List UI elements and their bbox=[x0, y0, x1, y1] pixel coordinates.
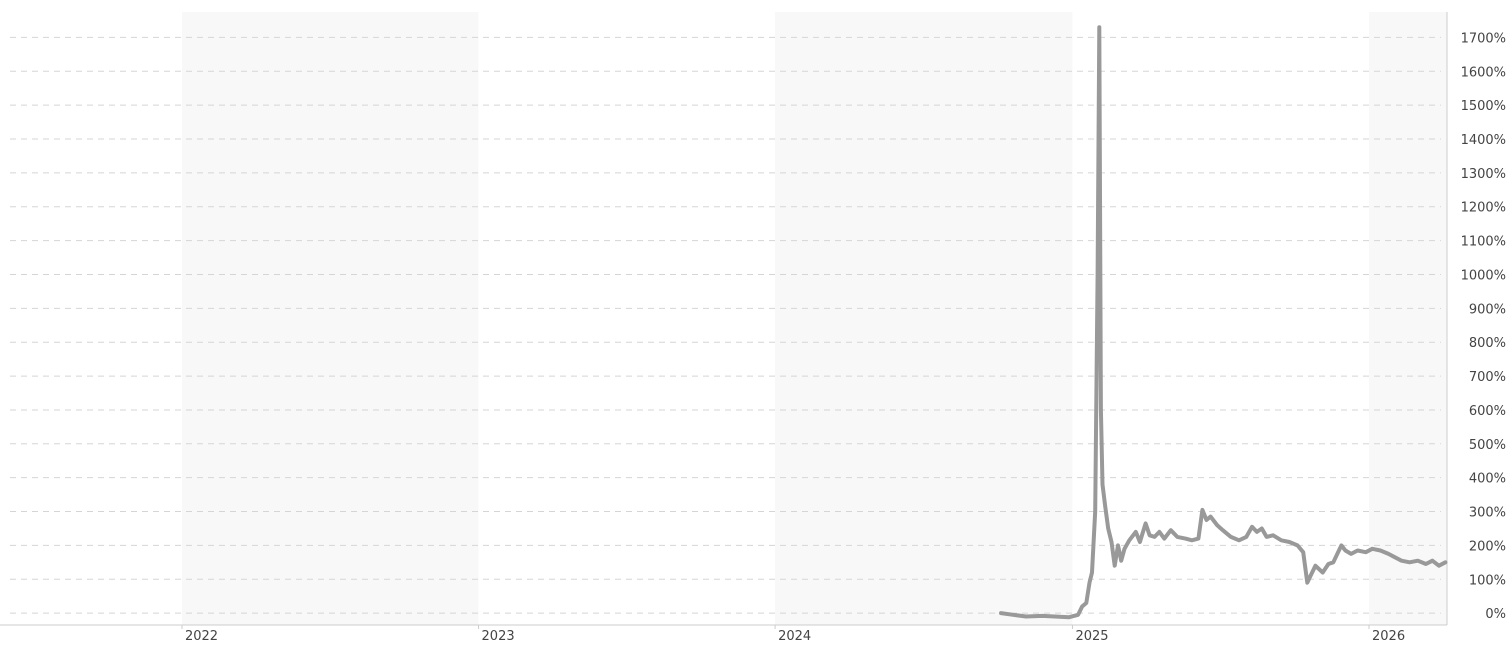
y-tick-label: 1200% bbox=[1460, 200, 1506, 216]
y-tick-label: 300% bbox=[1468, 505, 1506, 521]
y-tick-label: 0% bbox=[1485, 607, 1506, 623]
y-tick-label: 1000% bbox=[1460, 268, 1506, 284]
y-tick-label: 1600% bbox=[1460, 65, 1506, 81]
y-tick-label: 800% bbox=[1468, 336, 1506, 352]
x-tick-label: 2022 bbox=[184, 629, 219, 642]
y-tick-label: 900% bbox=[1468, 302, 1506, 318]
y-tick-label: 1700% bbox=[1460, 31, 1506, 47]
year-band bbox=[182, 12, 479, 625]
y-tick-label: 200% bbox=[1468, 539, 1506, 555]
y-tick-label: 400% bbox=[1468, 471, 1506, 487]
y-tick-label: 1300% bbox=[1460, 166, 1506, 182]
y-tick-label: 100% bbox=[1468, 573, 1506, 589]
y-tick-label: 700% bbox=[1468, 370, 1506, 386]
x-tick-label: 2026 bbox=[1372, 629, 1406, 642]
x-tick-label: 2024 bbox=[778, 629, 812, 642]
year-band bbox=[1369, 12, 1447, 625]
year-band bbox=[775, 12, 1072, 625]
y-tick-label: 1500% bbox=[1460, 99, 1506, 115]
x-tick-label: 2025 bbox=[1075, 629, 1109, 642]
y-axis-ticks bbox=[1461, 31, 1506, 622]
y-tick-label: 1400% bbox=[1460, 133, 1506, 149]
y-tick-label: 600% bbox=[1468, 403, 1506, 419]
x-axis-ticks bbox=[182, 625, 1405, 642]
y-tick-label: 1100% bbox=[1460, 234, 1506, 250]
x-tick-label: 2023 bbox=[481, 629, 515, 642]
y-tick-label: 500% bbox=[1468, 437, 1506, 453]
